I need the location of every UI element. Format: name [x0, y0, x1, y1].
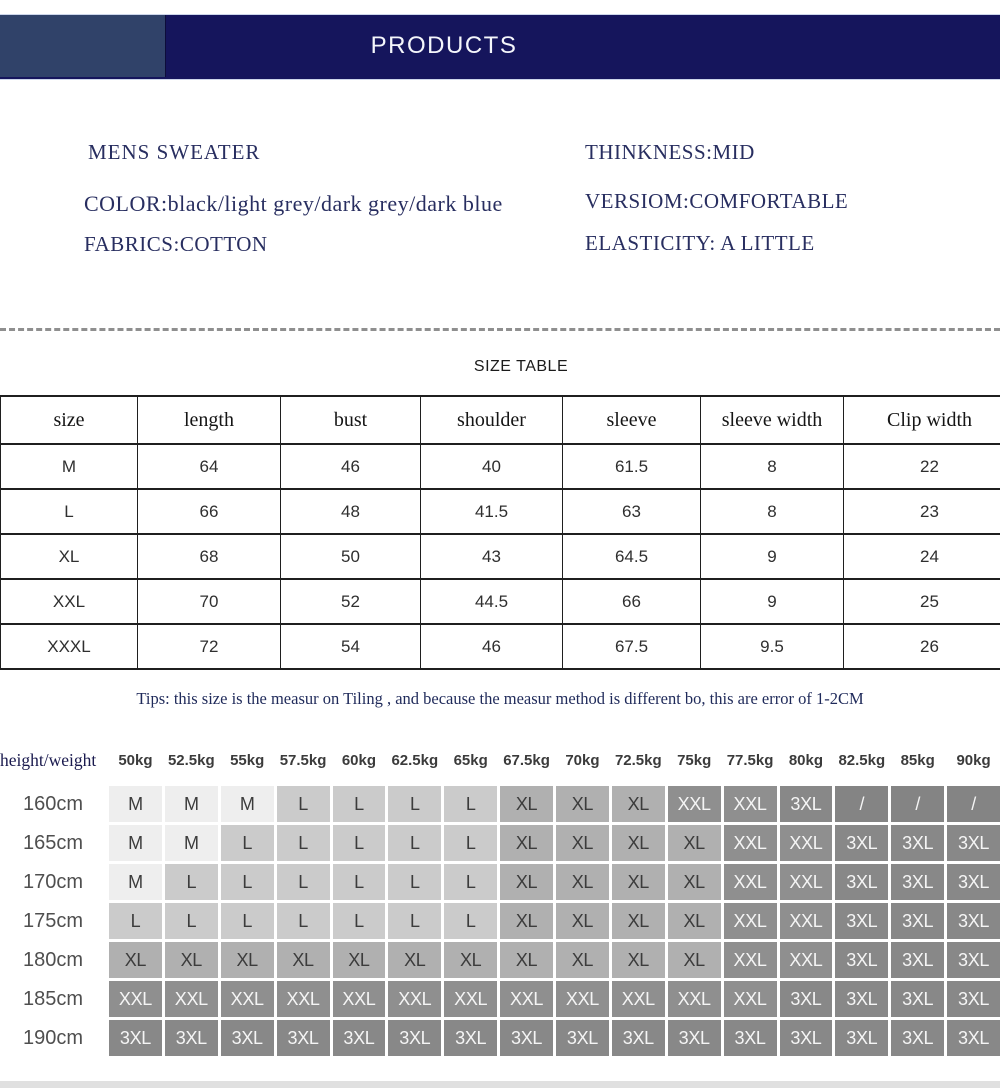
size-table-cell: 8 [701, 489, 844, 534]
matrix-weight-header: 67.5kg [503, 752, 550, 769]
size-table-cell: 66 [138, 489, 281, 534]
size-table-cell: 23 [844, 489, 1000, 534]
matrix-size-cell: 3XL [500, 1020, 553, 1056]
size-table-row [1, 444, 1000, 489]
matrix-size-cell: 3XL [891, 981, 944, 1017]
matrix-size-cell: M [109, 786, 162, 822]
matrix-weight-header: 77.5kg [726, 752, 774, 769]
matrix-size-cell: 3XL [947, 981, 1000, 1017]
matrix-size-cell: XL [612, 864, 665, 900]
matrix-size-cell: M [109, 825, 162, 861]
matrix-size-cell: / [891, 786, 944, 822]
size-table-row [1, 534, 1000, 579]
matrix-size-cell: XL [500, 864, 553, 900]
matrix-size-cell: XL [612, 825, 665, 861]
size-table-cell: 26 [844, 624, 1000, 669]
matrix-size-cell: 3XL [947, 903, 1000, 939]
matrix-size-cell: XL [556, 825, 609, 861]
matrix-size-cell: 3XL [891, 942, 944, 978]
matrix-size-cell: XXL [612, 981, 665, 1017]
matrix-size-cell: XXL [668, 786, 721, 822]
size-table-row [1, 579, 1000, 624]
tips-note: Tips: this size is the measur on Tiling , and because the measur method is different bo, this are error of 1-2CM [136, 689, 864, 708]
matrix-size-cell: L [221, 903, 274, 939]
matrix-size-cell: XL [556, 786, 609, 822]
matrix-size-cell: XL [556, 942, 609, 978]
matrix-size-cell: 3XL [835, 942, 888, 978]
matrix-height-label: 165cm [0, 825, 106, 861]
size-table-cell: 66 [563, 579, 701, 624]
size-table-cell: 8 [701, 444, 844, 489]
matrix-size-cell: L [165, 903, 218, 939]
matrix-size-cell: XL [221, 942, 274, 978]
size-table-cell: 67.5 [563, 624, 701, 669]
matrix-size-cell: XXL [668, 981, 721, 1017]
matrix-size-cell: L [388, 864, 441, 900]
matrix-size-cell: XXL [221, 981, 274, 1017]
matrix-weight-header: 90kg [956, 752, 991, 769]
matrix-size-cell: 3XL [947, 942, 1000, 978]
matrix-size-cell: L [109, 903, 162, 939]
matrix-size-cell: XL [500, 825, 553, 861]
matrix-size-cell: XXL [724, 864, 777, 900]
matrix-size-cell: XL [668, 864, 721, 900]
matrix-size-cell: XL [668, 942, 721, 978]
size-table-col-header: sleeve [563, 396, 701, 444]
product-thickness: THINKNESS:MID [585, 140, 755, 164]
matrix-size-cell: 3XL [556, 1020, 609, 1056]
matrix-size-cell: 3XL [780, 786, 833, 822]
matrix-size-cell: 3XL [891, 825, 944, 861]
size-table-cell: 22 [844, 444, 1000, 489]
matrix-size-cell: XL [109, 942, 162, 978]
matrix-size-cell: XL [556, 864, 609, 900]
matrix-size-cell: L [444, 825, 497, 861]
matrix-size-cell: M [165, 825, 218, 861]
matrix-size-cell: XXL [165, 981, 218, 1017]
matrix-size-cell: 3XL [835, 825, 888, 861]
matrix-size-cell: M [165, 786, 218, 822]
matrix-size-cell: XL [500, 942, 553, 978]
size-table-cell: L [1, 489, 138, 534]
matrix-height-label: 185cm [0, 981, 106, 1017]
size-table-cell: 24 [844, 534, 1000, 579]
matrix-weight-header: 62.5kg [391, 752, 439, 769]
matrix-body [0, 786, 1000, 1056]
matrix-size-cell: 3XL [835, 864, 888, 900]
matrix-size-cell: L [277, 825, 330, 861]
size-table-col-header: Clip width [844, 396, 1000, 444]
matrix-size-cell: XL [333, 942, 386, 978]
matrix-weight-header: 50kg [118, 752, 153, 769]
page-title: PRODUCTS [370, 32, 518, 59]
size-table-cell: 64 [138, 444, 281, 489]
matrix-size-cell: L [333, 864, 386, 900]
size-table-wrap [0, 395, 1000, 670]
matrix-size-cell: L [333, 825, 386, 861]
matrix-size-cell: XXL [724, 825, 777, 861]
matrix-size-cell: 3XL [724, 1020, 777, 1056]
matrix-size-cell: L [444, 864, 497, 900]
matrix-size-cell: 3XL [891, 864, 944, 900]
matrix-size-cell: 3XL [835, 981, 888, 1017]
matrix-size-cell: M [109, 864, 162, 900]
matrix-size-cell: XXL [109, 981, 162, 1017]
matrix-size-cell: XL [556, 903, 609, 939]
size-table-cell: 64.5 [563, 534, 701, 579]
matrix-size-cell: XXL [724, 942, 777, 978]
matrix-size-cell: L [388, 786, 441, 822]
size-table-cell: XL [1, 534, 138, 579]
matrix-size-cell: 3XL [668, 1020, 721, 1056]
matrix-size-cell: XXL [556, 981, 609, 1017]
matrix-size-cell: 3XL [221, 1020, 274, 1056]
size-table-cell: 61.5 [563, 444, 701, 489]
matrix-size-cell: 3XL [612, 1020, 665, 1056]
matrix-size-cell: XL [612, 786, 665, 822]
size-table-cell: 46 [281, 444, 421, 489]
size-table-col-header: sleeve width [701, 396, 844, 444]
matrix-size-cell: L [388, 825, 441, 861]
matrix-size-cell: 3XL [891, 903, 944, 939]
matrix-size-cell: L [165, 864, 218, 900]
size-table-cell: 50 [281, 534, 421, 579]
matrix-size-cell: XXL [780, 825, 833, 861]
matrix-weight-header: 70kg [565, 752, 600, 769]
matrix-size-cell: XXL [277, 981, 330, 1017]
bottom-strip [0, 1081, 1000, 1088]
matrix-size-cell: XL [277, 942, 330, 978]
matrix-height-label: 175cm [0, 903, 106, 939]
dashed-divider [0, 328, 1000, 331]
matrix-size-cell: 3XL [891, 1020, 944, 1056]
matrix-size-cell: L [221, 825, 274, 861]
matrix-size-cell: XXL [724, 903, 777, 939]
size-table-cell: 40 [421, 444, 563, 489]
matrix-weight-header: 85kg [900, 752, 935, 769]
matrix-size-cell: L [388, 903, 441, 939]
size-table-cell: 48 [281, 489, 421, 534]
matrix-size-cell: 3XL [780, 1020, 833, 1056]
matrix-size-cell: L [444, 903, 497, 939]
matrix-size-cell: L [333, 903, 386, 939]
size-table-cell: XXL [1, 579, 138, 624]
matrix-weight-header: 55kg [230, 752, 265, 769]
size-table-title: SIZE TABLE [473, 358, 569, 375]
matrix-size-cell: 3XL [444, 1020, 497, 1056]
matrix-weight-header: 75kg [677, 752, 712, 769]
size-table-cell: 9 [701, 579, 844, 624]
matrix-height-label: 170cm [0, 864, 106, 900]
size-table-cell: 25 [844, 579, 1000, 624]
size-table-col-header: bust [281, 396, 421, 444]
size-table-cell: 72 [138, 624, 281, 669]
product-version: VERSIOM:COMFORTABLE [585, 189, 849, 213]
matrix-weight-header: 65kg [453, 752, 488, 769]
size-table-cell: 68 [138, 534, 281, 579]
matrix-size-cell: XXL [388, 981, 441, 1017]
size-table-cell: 9 [701, 534, 844, 579]
size-table-cell: 41.5 [421, 489, 563, 534]
size-table-cell: 63 [563, 489, 701, 534]
matrix-weight-header: 60kg [341, 752, 377, 769]
size-table-cell: 44.5 [421, 579, 563, 624]
size-table-col-header: shoulder [421, 396, 563, 444]
matrix-size-cell: XL [165, 942, 218, 978]
matrix-size-cell: M [221, 786, 274, 822]
matrix-weight-header: 82.5kg [838, 752, 886, 769]
matrix-size-cell: XL [444, 942, 497, 978]
size-table-cell: M [1, 444, 138, 489]
size-table-cell: 9.5 [701, 624, 844, 669]
matrix-size-cell: XXL [333, 981, 386, 1017]
size-table-row [1, 624, 1000, 669]
matrix-size-cell: XXL [724, 981, 777, 1017]
matrix-size-cell: L [444, 786, 497, 822]
product-name: MENS SWEATER [88, 140, 261, 164]
matrix-size-cell: XL [500, 903, 553, 939]
size-table-cell: 46 [421, 624, 563, 669]
size-table-col-header: size [1, 396, 138, 444]
matrix-size-cell: 3XL [165, 1020, 218, 1056]
matrix-size-cell: 3XL [835, 903, 888, 939]
matrix-weight-header: 72.5kg [614, 752, 662, 769]
matrix-corner-label: height/weight [0, 750, 97, 770]
size-table-header-row [1, 396, 1000, 444]
matrix-size-cell: XL [668, 903, 721, 939]
matrix-size-cell: 3XL [947, 1020, 1000, 1056]
size-table-cell: 54 [281, 624, 421, 669]
matrix-size-cell: XXL [500, 981, 553, 1017]
matrix-size-cell: / [835, 786, 888, 822]
matrix-size-cell: L [277, 903, 330, 939]
matrix-size-cell: XL [612, 903, 665, 939]
header-bar [0, 14, 1000, 80]
matrix-size-cell: 3XL [780, 981, 833, 1017]
matrix-size-cell: XL [388, 942, 441, 978]
matrix-size-cell: XXL [724, 786, 777, 822]
matrix-size-cell: 3XL [333, 1020, 386, 1056]
matrix-size-cell: XL [500, 786, 553, 822]
matrix-size-cell: L [221, 864, 274, 900]
matrix-size-cell: XXL [780, 864, 833, 900]
matrix-height-label: 180cm [0, 942, 106, 978]
matrix-size-cell: 3XL [277, 1020, 330, 1056]
matrix-size-cell: 3XL [388, 1020, 441, 1056]
matrix-size-cell: L [333, 786, 386, 822]
product-color: COLOR:black/light grey/dark grey/dark blue [84, 191, 503, 216]
matrix-weight-header: 52.5kg [167, 752, 215, 769]
matrix-size-cell: L [277, 786, 330, 822]
size-table-col-header: length [138, 396, 281, 444]
size-table-cell: 70 [138, 579, 281, 624]
matrix-size-cell: XXL [780, 942, 833, 978]
matrix-size-cell: XL [668, 825, 721, 861]
matrix-size-cell: XXL [780, 903, 833, 939]
size-table-cell: 43 [421, 534, 563, 579]
matrix-size-cell: 3XL [109, 1020, 162, 1056]
matrix-size-cell: XXL [444, 981, 497, 1017]
matrix-size-cell: 3XL [947, 864, 1000, 900]
matrix-size-cell: 3XL [947, 825, 1000, 861]
matrix-height-label: 160cm [0, 786, 106, 822]
matrix-header-row [0, 750, 1000, 771]
matrix-weight-header: 80kg [788, 752, 824, 769]
size-table-row [1, 489, 1000, 534]
matrix-size-cell: 3XL [835, 1020, 888, 1056]
product-elasticity: ELASTICITY: A LITTLE [585, 231, 815, 255]
size-table-cell: 52 [281, 579, 421, 624]
matrix-size-cell: L [277, 864, 330, 900]
matrix-height-label: 190cm [0, 1020, 106, 1056]
size-table [0, 395, 1000, 670]
matrix-size-cell: XL [612, 942, 665, 978]
matrix-size-cell: / [947, 786, 1000, 822]
size-table-cell: XXXL [1, 624, 138, 669]
product-fabrics: FABRICS:COTTON [84, 232, 268, 256]
matrix-weight-header: 57.5kg [279, 752, 327, 769]
